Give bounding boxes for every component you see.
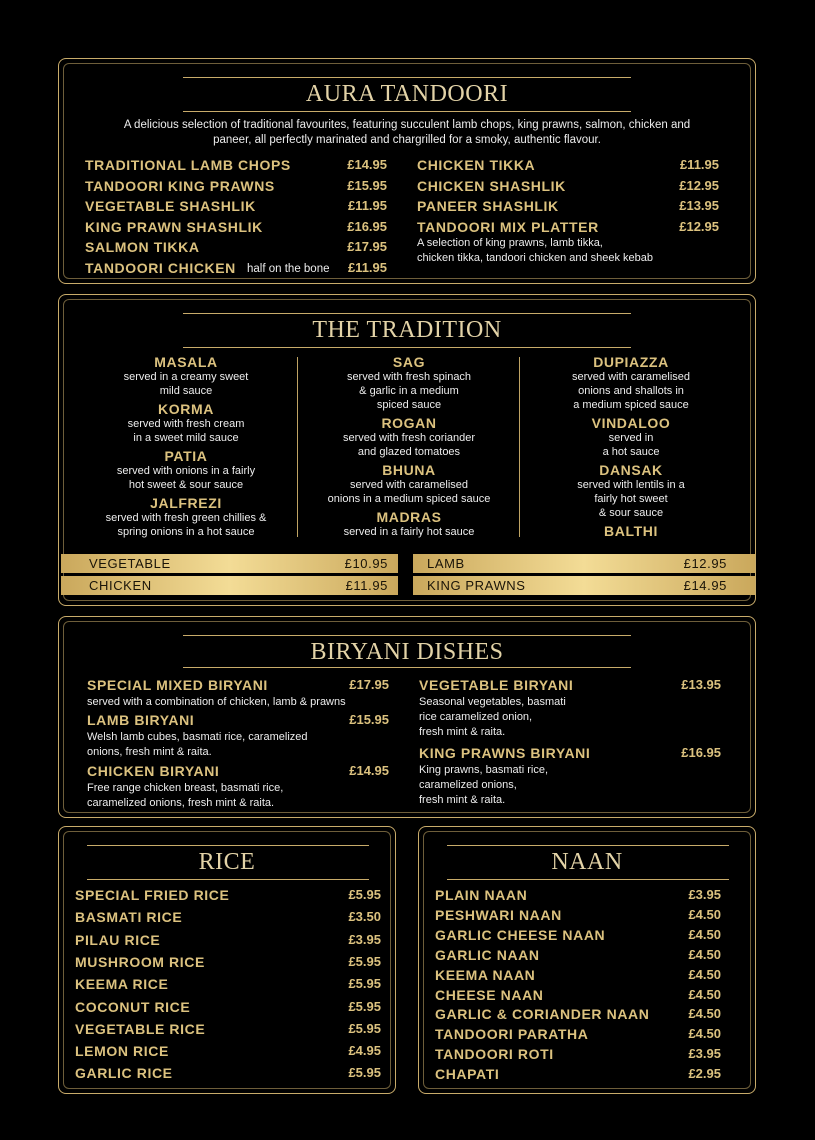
rice-item-name: VEGETABLE RICE	[75, 1020, 206, 1037]
biryani-description: caramelized onions, fresh mint & raita.	[87, 797, 275, 809]
menu-item-price: £14.95	[347, 157, 387, 172]
curry-name: MASALA	[154, 354, 218, 370]
title-rule-bottom	[183, 111, 631, 112]
biryani-name: KING PRAWNS BIRYANI	[419, 745, 591, 761]
curry-description: served in a hot sauce	[602, 432, 660, 458]
price-value: £11.95	[345, 578, 388, 593]
naan-title: NAAN	[551, 849, 623, 875]
biryani-description: served with a combination of chicken, lamb & prawns	[87, 696, 346, 708]
title-rule-top	[183, 77, 631, 78]
curry-description: served with fresh green chillies & spring onions in a hot sauce	[105, 512, 267, 538]
naan-item-price: £4.50	[688, 1026, 721, 1042]
curry-description: served with fresh cream in a sweet mild sauce	[127, 418, 245, 444]
naan-panel	[418, 826, 756, 1094]
price-bar-vegetable	[61, 554, 398, 573]
tradition-panel	[58, 294, 756, 606]
rice-item-name: KEEMA RICE	[75, 976, 169, 993]
menu-item-price: £11.95	[679, 157, 719, 172]
naan-item-price: £4.50	[688, 906, 721, 922]
naan-item-price: £3.95	[688, 887, 721, 902]
title-rule-bottom	[87, 879, 369, 880]
rice-item-name: GARLIC RICE	[75, 1065, 173, 1082]
curry-name: DANSAK	[599, 462, 663, 478]
curry-description: served with fresh coriander and glazed tomatoes	[342, 432, 476, 458]
rice-item-name: MUSHROOM RICE	[75, 953, 205, 970]
price-bar-lamb	[413, 554, 755, 573]
menu-item-price: £13.95	[679, 198, 719, 213]
menu-item-price: £12.95	[679, 177, 719, 193]
menu-item-price: £15.95	[347, 177, 387, 193]
curry-name: BHUNA	[382, 462, 436, 478]
biryani-name: CHICKEN BIRYANI	[87, 763, 220, 779]
rice-item-price: £5.95	[348, 1020, 381, 1036]
menu-item-name: VEGETABLE SHASHLIK	[85, 198, 256, 214]
title-rule-top	[183, 635, 631, 636]
rice-item-price: £5.95	[348, 1065, 381, 1081]
rice-item-name: SPECIAL FRIED RICE	[75, 887, 230, 903]
biryani-description: fresh mint & raita.	[419, 726, 506, 738]
rice-item-name: COCONUT RICE	[75, 998, 191, 1015]
rice-item-price: £3.50	[348, 909, 381, 925]
curry-description: served in a fairly hot sauce	[343, 526, 475, 538]
menu-item-name: TANDOORI KING PRAWNS	[85, 177, 275, 194]
tradition-column-3	[525, 351, 737, 539]
menu-item-name: CHICKEN TIKKA	[417, 157, 536, 173]
naan-item-name: GARLIC & CORIANDER NAAN	[435, 1006, 650, 1023]
naan-item-price: £4.50	[688, 1006, 721, 1022]
menu-item-name: SALMON TIKKA	[85, 239, 200, 255]
biryani-name: VEGETABLE BIRYANI	[419, 677, 574, 693]
aura-intro-line2: paneer, all perfectly marinated and chargrilled for a smoky, authentic flavour.	[213, 134, 601, 146]
naan-item-name: PESHWARI NAAN	[435, 906, 562, 923]
platter-desc-line1: A selection of king prawns, lamb tikka,	[417, 237, 603, 249]
price-value: £10.95	[344, 556, 388, 571]
platter-desc-line2: chicken tikka, tandoori chicken and sheek kebab	[417, 252, 654, 264]
title-rule-top	[183, 313, 631, 314]
rice-item-price: £3.95	[348, 931, 381, 947]
biryani-title: BIRYANI DISHES	[310, 639, 504, 665]
title-rule-bottom	[183, 667, 631, 668]
title-rule-bottom	[447, 879, 729, 880]
rice-item-price: £5.95	[348, 953, 381, 969]
biryani-panel	[58, 616, 756, 818]
naan-item-price: £4.50	[688, 926, 721, 942]
rice-item-name: PILAU RICE	[75, 931, 161, 948]
biryani-price: £15.95	[349, 712, 389, 727]
curry-name: JALFREZI	[150, 495, 222, 511]
menu-item-price: £16.95	[347, 218, 387, 234]
price-value: £12.95	[683, 556, 727, 571]
naan-item-name: TANDOORI ROTI	[435, 1046, 554, 1063]
biryani-name: LAMB BIRYANI	[87, 712, 195, 728]
rice-title: RICE	[198, 849, 256, 875]
aura-intro-line1: A delicious selection of traditional favourites, featuring succulent lamb chops, king prawns, salmon, chicken and	[123, 119, 691, 131]
curry-name: SAG	[392, 354, 426, 370]
biryani-description: onions, fresh mint & raita.	[87, 746, 212, 758]
rice-item-name: BASMATI RICE	[75, 909, 183, 926]
curry-name: ROGAN	[381, 415, 437, 431]
tradition-title: THE TRADITION	[312, 317, 502, 343]
tradition-column-1	[81, 351, 291, 539]
naan-item-name: GARLIC CHEESE NAAN	[435, 926, 606, 943]
naan-item-price: £4.50	[688, 986, 721, 1002]
price-label: KING PRAWNS	[427, 578, 526, 593]
menu-item-name: PANEER SHASHLIK	[417, 198, 559, 214]
curry-description: served with fresh spinach & garlic in a medium spiced sauce	[346, 371, 472, 411]
biryani-price: £13.95	[681, 677, 721, 692]
menu-item-name: CHICKEN SHASHLIK	[417, 177, 566, 194]
curry-description: served in a creamy sweet mild sauce	[123, 371, 249, 397]
curry-description: served with caramelised onions in a medium spiced sauce	[327, 479, 491, 505]
price-label: CHICKEN	[89, 578, 152, 593]
menu-item-name: KING PRAWN SHASHLIK	[85, 218, 263, 235]
menu-item-price: £17.95	[347, 239, 387, 254]
rice-item-price: £5.95	[348, 976, 381, 992]
aura-tandoori-panel	[58, 58, 756, 284]
rice-item-name: LEMON RICE	[75, 1043, 169, 1060]
naan-item-name: TANDOORI PARATHA	[435, 1026, 589, 1043]
title-rule-top	[87, 845, 369, 846]
biryani-price: £14.95	[349, 763, 389, 778]
biryani-description: Seasonal vegetables, basmati	[419, 696, 566, 708]
rice-item-price: £4.95	[348, 1043, 381, 1059]
aura-tandoori-title: AURA TANDOORI	[305, 81, 509, 107]
price-label: LAMB	[427, 556, 465, 571]
naan-item-name: KEEMA NAAN	[435, 966, 536, 983]
biryani-description: rice caramelized onion,	[419, 711, 533, 723]
menu-item-price: £12.95	[679, 218, 719, 234]
naan-item-price: £4.50	[688, 966, 721, 982]
naan-item-price: £4.50	[688, 946, 721, 962]
naan-item-name: GARLIC NAAN	[435, 946, 540, 963]
biryani-price: £17.95	[349, 677, 389, 692]
menu-item-price: £11.95	[347, 259, 387, 275]
curry-name: KORMA	[158, 401, 214, 417]
menu-item-name: TRADITIONAL LAMB CHOPS	[85, 157, 291, 173]
title-rule-bottom	[183, 347, 631, 348]
curry-description: served with caramelised onions and shallots in a medium spiced sauce	[572, 371, 690, 411]
column-divider	[519, 357, 520, 537]
curry-name: VINDALOO	[591, 415, 671, 431]
rice-item-price: £5.95	[348, 998, 381, 1014]
naan-item-name: PLAIN NAAN	[435, 887, 528, 903]
biryani-name: SPECIAL MIXED BIRYANI	[87, 677, 268, 693]
biryani-description: Free range chicken breast, basmati rice,	[87, 782, 284, 794]
naan-item-price: £3.95	[688, 1046, 721, 1062]
price-value: £14.95	[683, 578, 727, 593]
naan-item-price: £2.95	[688, 1066, 721, 1082]
curry-name: DUPIAZZA	[593, 354, 669, 370]
menu-item-price: £11.95	[347, 198, 387, 213]
menu-item-name: TANDOORI CHICKEN	[85, 259, 236, 276]
curry-name: PATIA	[164, 448, 208, 464]
curry-name: BALTHI	[604, 523, 658, 539]
curry-description: served with onions in a fairly hot sweet & sour sauce	[116, 465, 256, 491]
column-divider	[297, 357, 298, 537]
tradition-column-2	[304, 351, 514, 539]
rice-item-price: £5.95	[348, 887, 381, 902]
menu-item-note: half on the bone	[247, 262, 330, 275]
curry-description: served with lentils in a fairly hot sweet & sour sauce	[577, 479, 685, 519]
biryani-description: Welsh lamb cubes, basmati rice, caramelized	[87, 731, 308, 743]
rice-panel	[58, 826, 396, 1094]
biryani-description: fresh mint & raita.	[419, 794, 506, 806]
price-label: VEGETABLE	[89, 556, 171, 571]
biryani-description: caramelized onions,	[419, 779, 517, 791]
biryani-price: £16.95	[681, 745, 721, 760]
price-bar-chicken	[61, 576, 398, 595]
curry-name: MADRAS	[376, 509, 442, 525]
naan-item-name: CHAPATI	[435, 1066, 500, 1083]
menu-item-name: TANDOORI MIX PLATTER	[417, 218, 599, 235]
price-bar-king-prawns	[413, 576, 755, 595]
biryani-description: King prawns, basmati rice,	[419, 764, 548, 776]
naan-item-name: CHEESE NAAN	[435, 986, 544, 1003]
title-rule-top	[447, 845, 729, 846]
